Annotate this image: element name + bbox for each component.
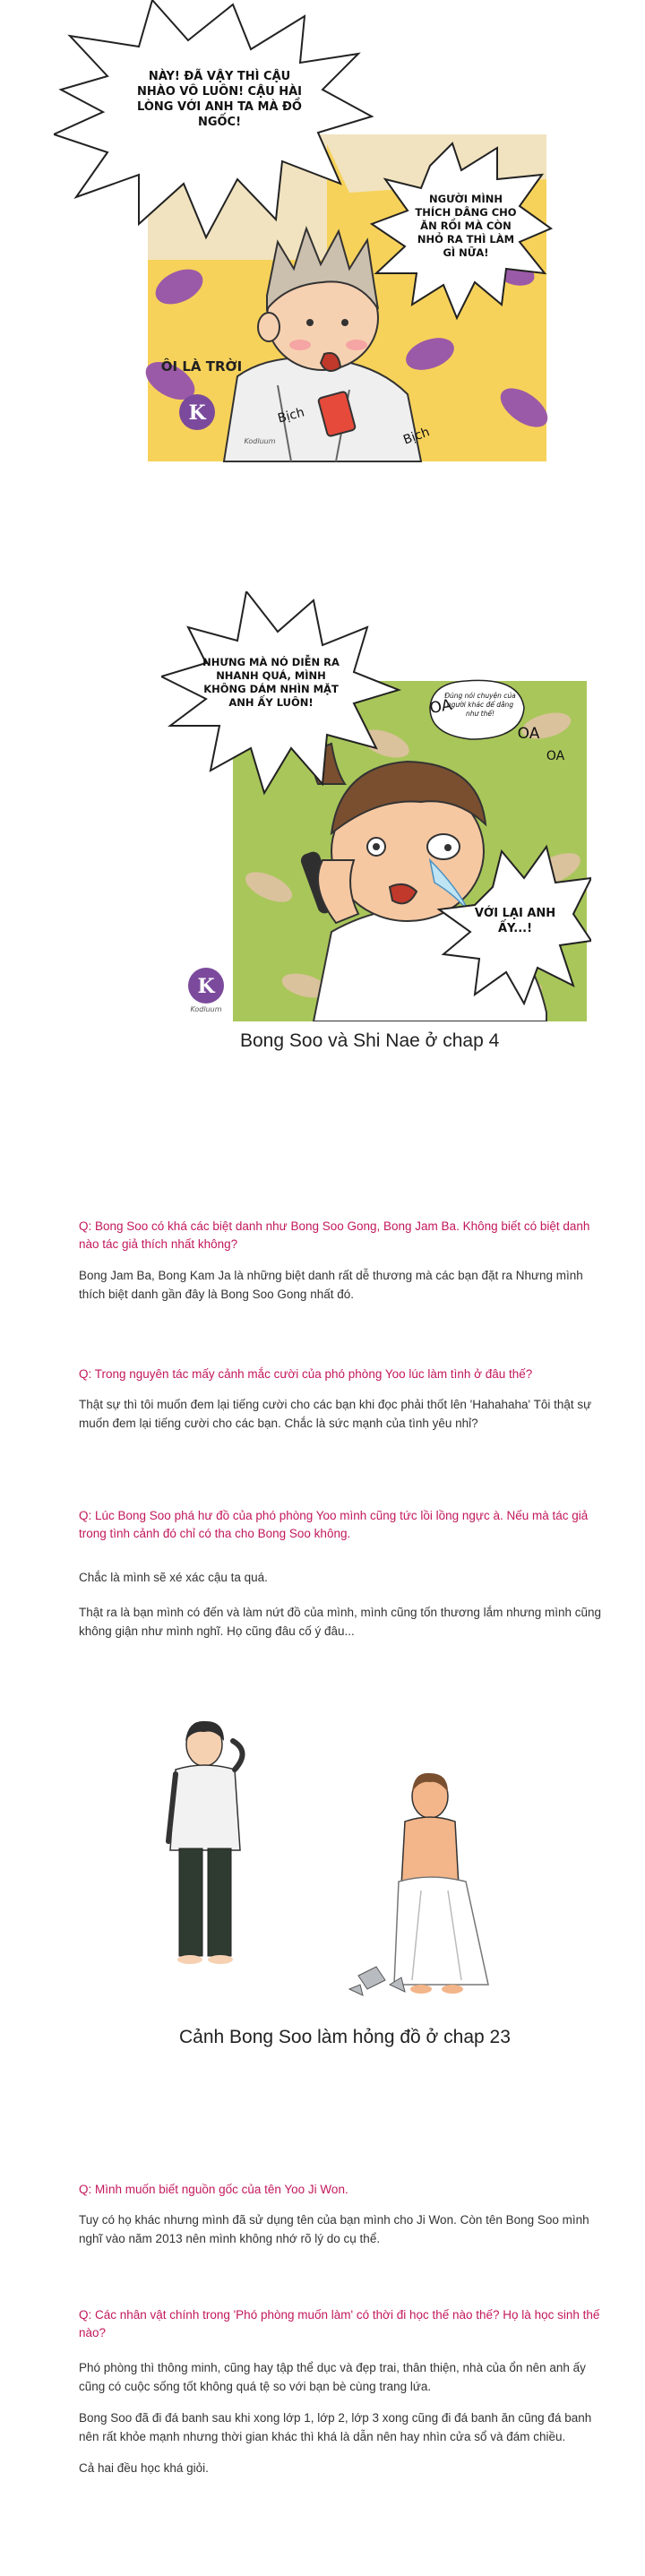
question-text: Q: Các nhân vật chính trong 'Phó phòng muốn làm' có thời đi học thế nào thế? Họ là học sinh thế nào?	[79, 2307, 600, 2340]
answer-text: Tuy có họ khác nhưng mình đã sử dụng tên của bạn mình cho Ji Won. Còn tên Bong Soo mình nghĩ vào năm 2013 nên mình không nhớ rõ lý do cụ thể.	[79, 2213, 589, 2246]
sfx-bich-2: Bịch	[401, 425, 432, 448]
sfx-oi-la-troi: ÔI LÀ TRỜI	[160, 358, 243, 375]
tiny-bubble-text: Đúng nói chuyện của người khác để dằng như thế!	[444, 692, 516, 718]
sfx-bich-1: Bịch	[276, 405, 306, 426]
bubble-right-text: NGƯỜI MÌNH THÍCH DÂNG CHO ĂN RỒI MÀ CÒN NHỎ RA THÌ LÀM GÌ NỮA!	[415, 193, 517, 259]
qa-item-2	[79, 1353, 607, 1446]
qa-item-3	[79, 1495, 607, 1654]
svg-text:K: K	[197, 975, 215, 998]
bubble-big-text: NÀY! ĐÃ VẬY THÌ CẬU NHÀO VÔ LUÔN! CẬU HÀI LÒNG VỚI ANH TA MÀ ĐỒ NGỐC!	[136, 70, 303, 129]
answer-text: Bong Jam Ba, Bong Kam Ja là những biệt danh rất dễ thương mà các bạn đặt ra Nhưng mình thích biệt danh gần đây là Bong Soo Gong nhất đó.	[79, 1269, 583, 1302]
watermark-name: Kodluum	[190, 1005, 222, 1013]
chap-23-illustration	[0, 1716, 645, 2012]
qa-item-5	[79, 2294, 607, 2490]
answer-text: Thật ra là bạn mình có đến và làm nứt đồ của mình, mình cũng tốn thương lắm nhưng mình cũng không giận như mình nghĩ. Họ cũng đâu cố ý đâu...	[79, 1606, 602, 1639]
answer-text: Chắc là mình sẽ xé xác cậu ta quá.	[79, 1571, 268, 1585]
sfx-oa-1: OA	[428, 696, 453, 718]
comic-panel-2	[161, 591, 591, 1021]
bubble-right-text: VỚI LẠI ANH ẤY...!	[474, 907, 556, 935]
qa-item-4	[79, 2168, 607, 2262]
sfx-oa-2: OA	[517, 725, 540, 743]
answer-text: Thật sự thì tôi muốn đem lại tiếng cười cho các bạn khi đọc phải thốt lên 'Hahahaha' Tôi thật sự muốn đem lại tiếng cười cho các bạn. Chắc là sức mạnh của tình yêu nhỉ?	[79, 1398, 592, 1431]
sfx-oa-3: OA	[546, 749, 565, 763]
question-text: Q: Bong Soo có khá các biệt danh như Bong Soo Gong, Bong Jam Ba. Không biết có biệt danh nào tác giả thích nhất không?	[79, 1219, 590, 1252]
caption-chap-23: Cảnh Bong Soo làm hỏng đồ ở chap 23	[179, 2027, 511, 2047]
question-text: Q: Lúc Bong Soo phá hư đồ của phó phòng Yoo mình cũng tức lồi lồng ngực à. Nếu mà tác giả trong tình cảnh đó chỉ có tha cho Bong Soo không.	[79, 1508, 589, 1541]
bong-soo-standing-figure	[168, 1721, 243, 1964]
yoo-towel-figure	[394, 1773, 488, 1994]
answer-text: Cả hai đều học khá giỏi.	[79, 2461, 209, 2476]
bubble-left-text: NHƯNG MÀ NÓ DIỄN RA NHANH QUÁ, MÌNH KHÔNG DÁM NHÌN MẶT ANH ẤY LUÔN!	[202, 656, 340, 709]
question-text: Q: Mình muốn biết nguồn gốc của tên Yoo Ji Won.	[79, 2182, 348, 2196]
caption-chap-4: Bong Soo và Shi Nae ở chap 4	[240, 1030, 500, 1051]
answer-text: Phó phòng thì thông minh, cũng hay tập thể dục và đẹp trai, thân thiện, nhà của ổn nên anh ấy cũng có cuộc sống tốt không quá tệ so với bạn bè cùng trang lứa.	[79, 2361, 586, 2394]
watermark-name: Kodluum	[244, 437, 276, 445]
question-text: Q: Trong nguyên tác mấy cảnh mắc cười của phó phòng Yoo lúc làm tình ở đâu thế?	[79, 1366, 533, 1381]
comic-panel-1	[54, 0, 555, 468]
watermark-logo-icon	[188, 968, 224, 1004]
svg-text:K: K	[188, 401, 206, 425]
answer-text: Bong Soo đã đi đá banh sau khi xong lớp 1, lớp 2, lớp 3 xong cũng đi đá banh ăn cũng đá banh nên rất khỏe mạnh nhưng thời gian khác thì khá là dẫn nên hay nhìn cửa sổ và đám chiều.	[79, 2411, 592, 2444]
qa-item-1	[79, 1205, 607, 1317]
watermark-logo-icon	[179, 394, 215, 430]
